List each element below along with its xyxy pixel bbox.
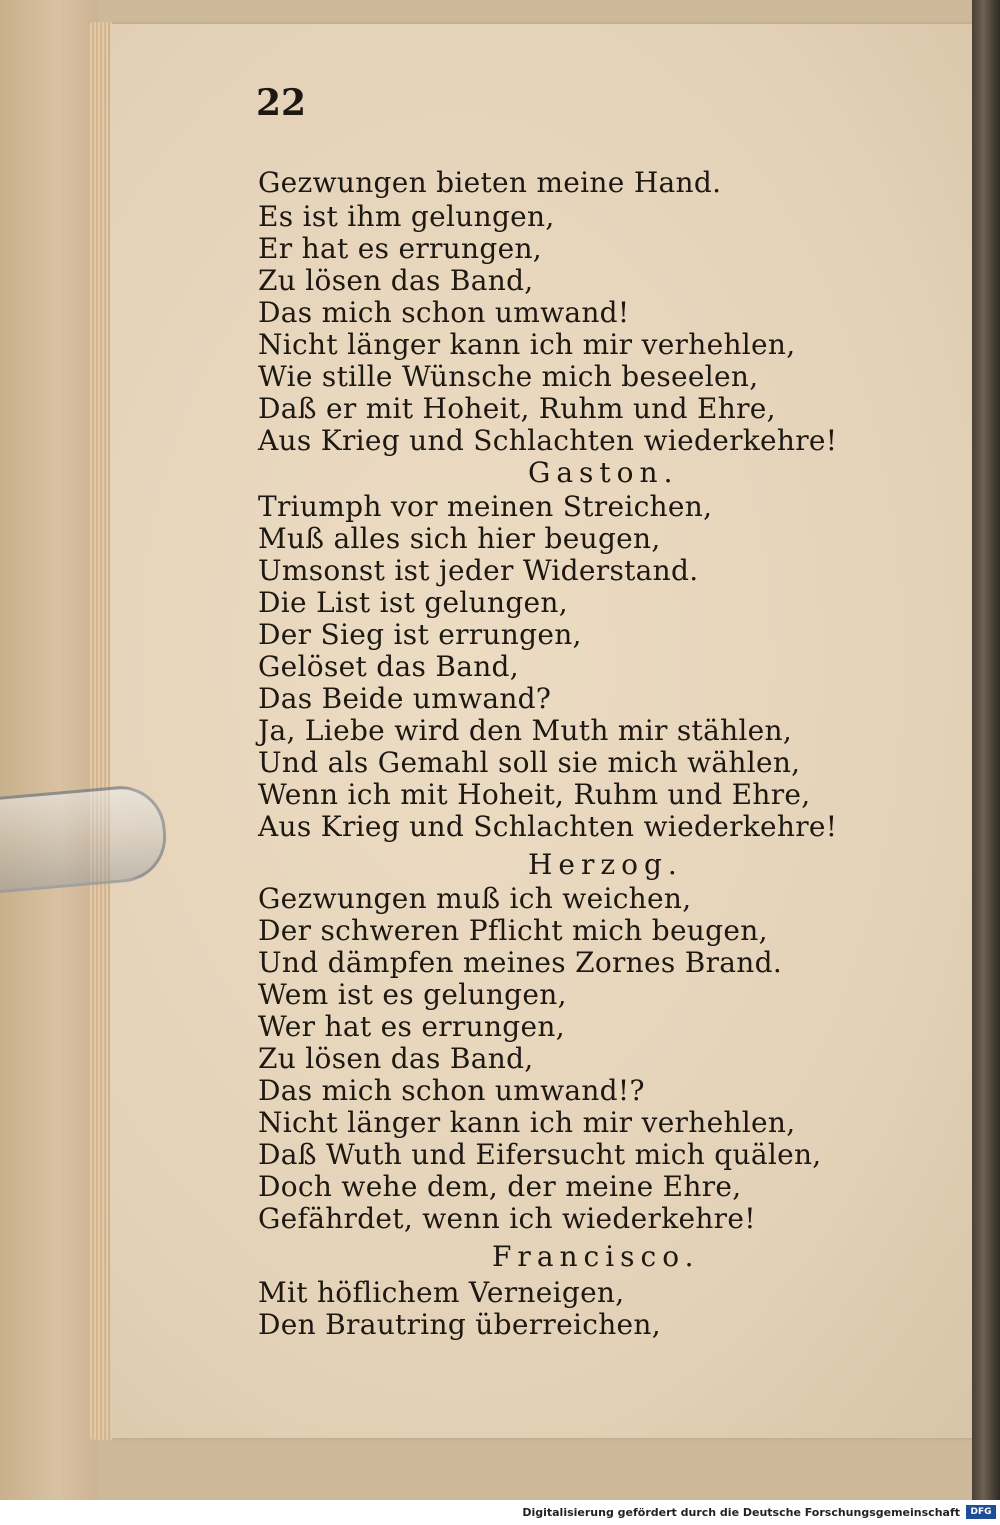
- verse-line: Wenn ich mit Hoheit, Ruhm und Ehre,: [258, 778, 811, 811]
- verse-line: Aus Krieg und Schlachten wiederkehre!: [258, 810, 838, 843]
- book-left-edge: [0, 0, 98, 1500]
- verse-line: Muß alles sich hier beugen,: [258, 522, 661, 555]
- verse-line: Ja, Liebe wird den Muth mir stählen,: [258, 714, 793, 747]
- book-binding-edge: [972, 0, 1000, 1500]
- verse-line: Wer hat es errungen,: [258, 1010, 565, 1043]
- verse-line: Nicht länger kann ich mir verhehlen,: [258, 1106, 796, 1139]
- verse-line: Zu lösen das Band,: [258, 1042, 534, 1075]
- verse-line: Er hat es errungen,: [258, 232, 542, 265]
- verse-line: Die List ist gelungen,: [258, 586, 568, 619]
- verse-line: Das Beide umwand?: [258, 682, 552, 715]
- verse-line: Wie stille Wünsche mich beseelen,: [258, 360, 759, 393]
- verse-line: Der Sieg ist errungen,: [258, 618, 582, 651]
- speaker-name: Gaston.: [528, 456, 679, 489]
- verse-line: Daß Wuth und Eifersucht mich quälen,: [258, 1138, 822, 1171]
- verse-line: Umsonst ist jeder Widerstand.: [258, 554, 699, 587]
- dfg-logo: DFG: [966, 1505, 996, 1519]
- footer-bar: [0, 1500, 1000, 1525]
- funding-credit: Digitalisierung gefördert durch die Deutsche Forschungsgemeinschaft: [522, 1506, 960, 1519]
- verse-line: Der schweren Pflicht mich beugen,: [258, 914, 768, 947]
- verse-line: Und dämpfen meines Zornes Brand.: [258, 946, 783, 979]
- verse-line: Den Brautring überreichen,: [258, 1308, 661, 1341]
- verse-line: Das mich schon umwand!?: [258, 1074, 645, 1107]
- verse-line: Doch wehe dem, der meine Ehre,: [258, 1170, 742, 1203]
- speaker-name: Francisco.: [492, 1240, 700, 1273]
- verse-line: Es ist ihm gelungen,: [258, 200, 555, 233]
- verse-line: Triumph vor meinen Streichen,: [258, 490, 713, 523]
- verse-line: Nicht länger kann ich mir verhehlen,: [258, 328, 796, 361]
- verse-line: Gezwungen bieten meine Hand.: [258, 166, 722, 199]
- verse-line: Aus Krieg und Schlachten wiederkehre!: [258, 424, 838, 457]
- verse-line: Gezwungen muß ich weichen,: [258, 882, 692, 915]
- verse-line: Zu lösen das Band,: [258, 264, 534, 297]
- verse-line: Gelöset das Band,: [258, 650, 519, 683]
- verse-line: Mit höflichem Verneigen,: [258, 1276, 625, 1309]
- verse-line: Wem ist es gelungen,: [258, 978, 567, 1011]
- verse-line: Das mich schon umwand!: [258, 296, 630, 329]
- verse-line: Gefährdet, wenn ich wiederkehre!: [258, 1202, 756, 1235]
- verse-line: Daß er mit Hoheit, Ruhm und Ehre,: [258, 392, 776, 425]
- page-number: 22: [256, 82, 307, 124]
- speaker-name: Herzog.: [528, 848, 683, 881]
- verse-line: Und als Gemahl soll sie mich wählen,: [258, 746, 801, 779]
